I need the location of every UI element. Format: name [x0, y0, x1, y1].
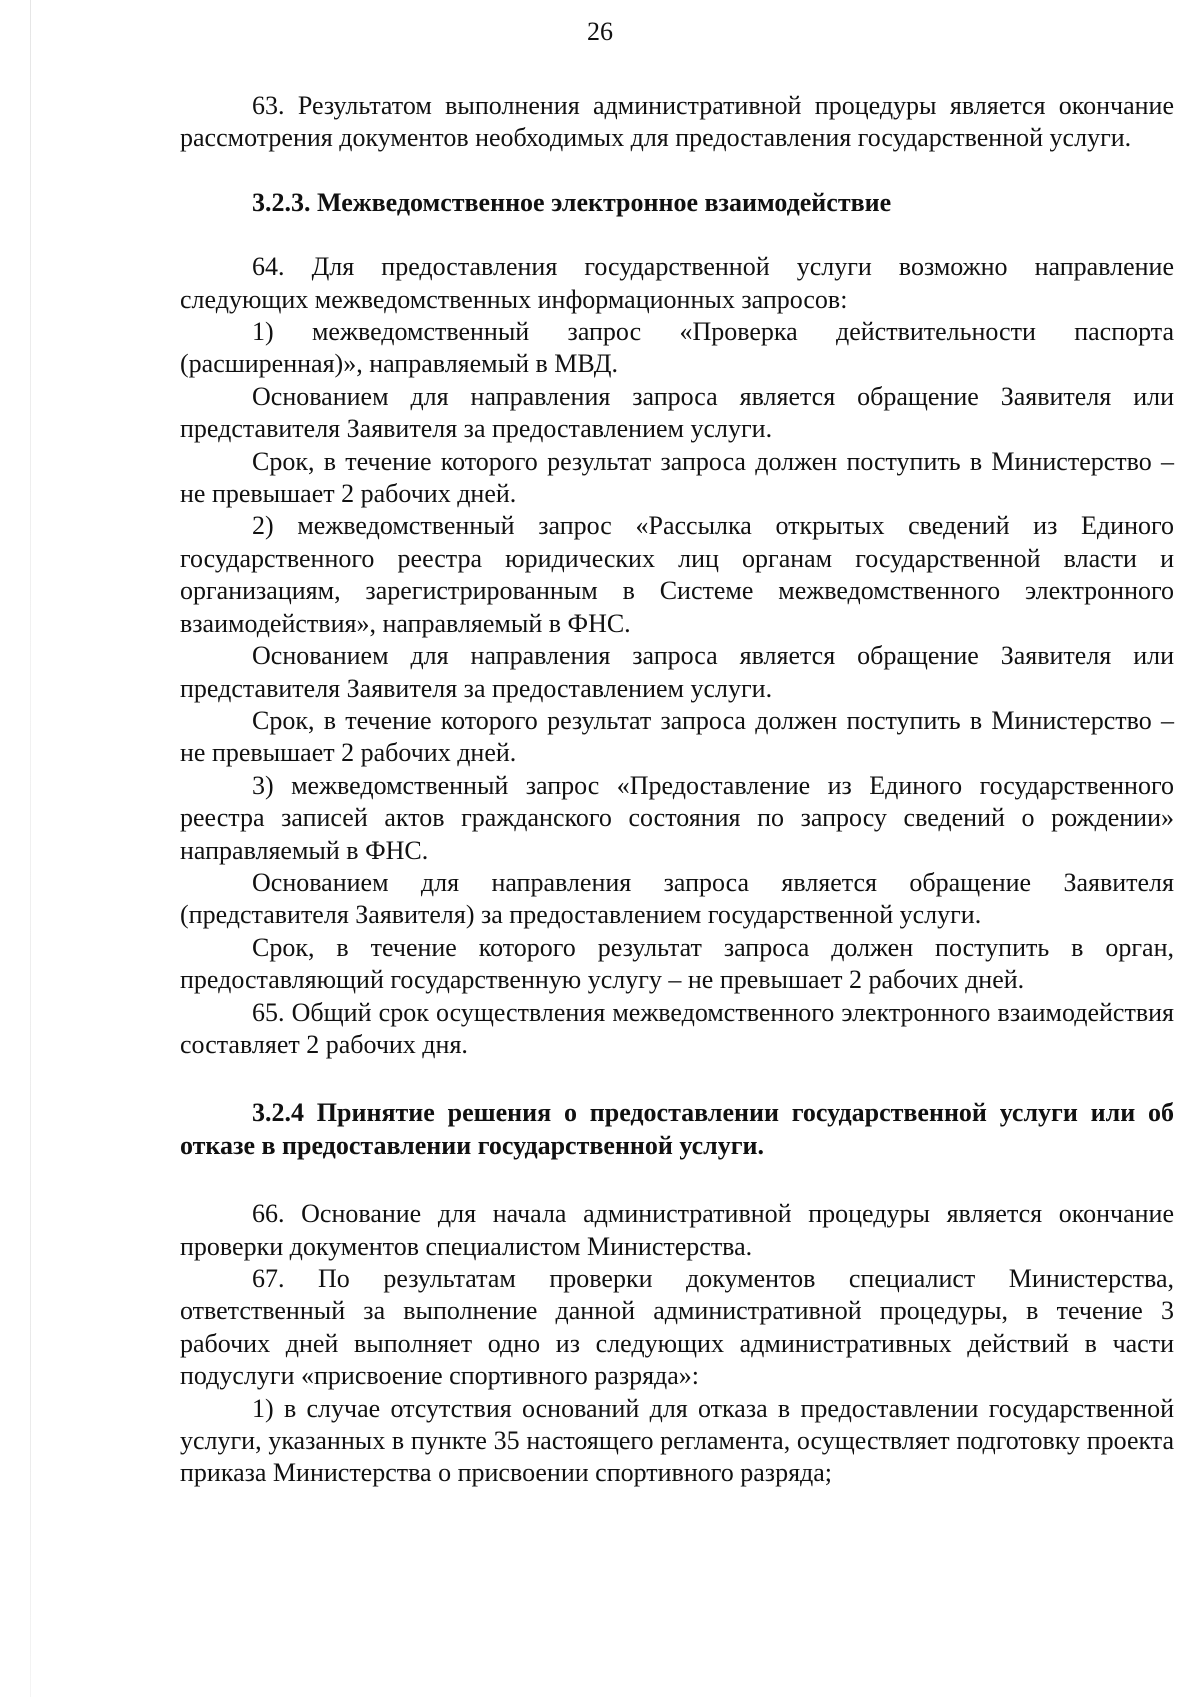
- section-heading-3-2-3: 3.2.3. Межведомственное электронное взаимодействие: [252, 187, 892, 217]
- paragraph-64-item-2-basis: Основанием для направления запроса является обращение Заявителя или представителя Заявителя за предоставлением услуги.: [180, 641, 1174, 703]
- paragraph-64: 64. Для предоставления государственной услуги возможно направление следующих межведомственных информационных запросов:: [180, 252, 1174, 314]
- paragraph-64-item-3-basis: Основанием для направления запроса является обращение Заявителя (представителя Заявителя) за предоставлением государственной услуги.: [180, 867, 1174, 930]
- section-heading-3-2-4: 3.2.4 Принятие решения о предоставлении государственной услуги или об отказе в предоставлении государственной услуги.: [180, 1098, 1174, 1160]
- paragraph-64-item-3: 3) межведомственный запрос «Предоставление из Единого государственного реестра записей актов гражданского состояния по запросу сведений о рождении» направляемый в ФНС.: [180, 770, 1174, 865]
- paragraph-65: 65. Общий срок осуществления межведомственного электронного взаимодействия составляет 2 рабочих дня.: [180, 997, 1174, 1059]
- paragraph-64-item-3-term: Срок, в течение которого результат запроса должен поступить в орган, предоставляющий государственную услугу – не превышает 2 рабочих дней.: [180, 932, 1174, 995]
- paragraph-64-item-1: 1) межведомственный запрос «Проверка действительности паспорта (расширенная)», направляемый в МВД.: [180, 317, 1174, 379]
- document-body: [180, 90, 1174, 1490]
- paragraph-64-item-1-basis: Основанием для направления запроса является обращение Заявителя или представителя Заявителя за предоставлением услуги.: [180, 381, 1174, 444]
- scan-edge: [30, 0, 31, 1697]
- paragraph-66: 66. Основание для начала административной процедуры является окончание проверки документов специалистом Министерства.: [180, 1199, 1174, 1261]
- paragraph-63: 63. Результатом выполнения административной процедуры является окончание рассмотрения документов необходимых для предоставления государственной услуги.: [180, 91, 1174, 153]
- paragraph-64-item-1-term: Срок, в течение которого результат запроса должен поступить в Министерство – не превышает 2 рабочих дней.: [180, 446, 1174, 509]
- paragraph-64-item-2: 2) межведомственный запрос «Рассылка открытых сведений из Единого государственного реестра юридических лиц органам государственной власти и организациям, зарегистрированным в Системе межведомственного электронного взаимодействия», направляемый в ФНС.: [180, 511, 1174, 638]
- paragraph-64-item-2-term: Срок, в течение которого результат запроса должен поступить в Министерство – не превышает 2 рабочих дней.: [180, 705, 1174, 768]
- paragraph-67-item-1: 1) в случае отсутствия оснований для отказа в предоставлении государственной услуги, указанных в пункте 35 настоящего регламента, осуществляет подготовку проекта приказа Министерства о присвоении спортивного разряда;: [180, 1393, 1174, 1488]
- paragraph-67: 67. По результатам проверки документов специалист Министерства, ответственный за выполнение данной административной процедуры, в течение 3 рабочих дней выполняет одно из следующих административных действий в части подуслуги «присвоение спортивного разряда»:: [180, 1264, 1174, 1391]
- page-number: 26: [587, 17, 613, 46]
